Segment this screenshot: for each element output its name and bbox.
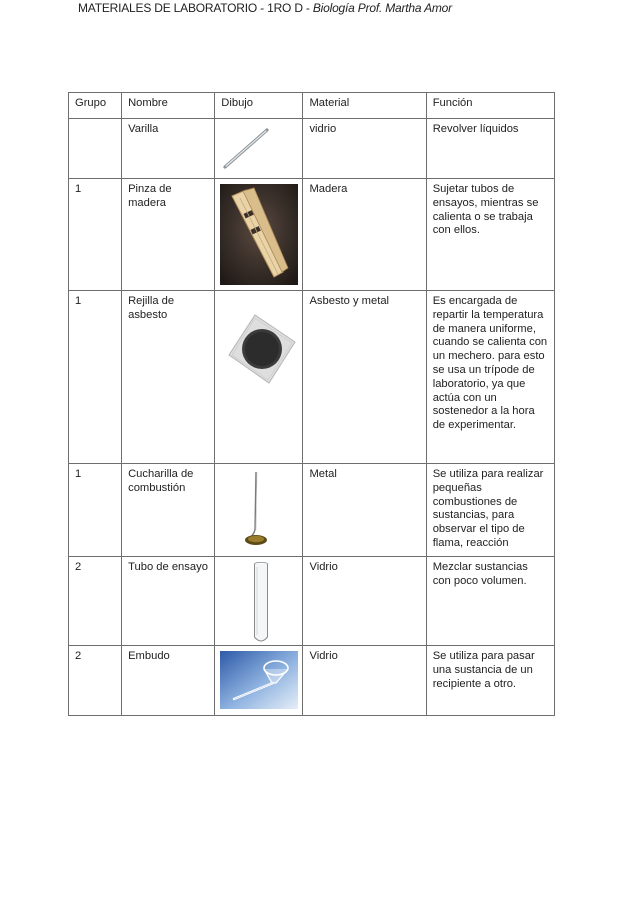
nombre-cell: Cucharilla de combustión (122, 464, 215, 557)
table-row (69, 179, 555, 291)
table-header-row (69, 93, 555, 119)
grupo-cell (69, 119, 122, 179)
dibujo-cell (215, 464, 303, 557)
page-header (78, 1, 452, 15)
funcion-cell: Se utiliza para pasar una sustancia de un recipiente a otro. (426, 646, 554, 716)
glass-rod-icon (215, 119, 303, 179)
nombre-cell: Rejilla de asbesto (122, 291, 215, 464)
header-subject: Biología Prof. Martha Amor (312, 1, 452, 15)
dibujo-cell (215, 179, 303, 291)
grupo-cell: 1 (69, 464, 122, 557)
funnel-icon (220, 651, 298, 709)
funcion-cell: Es encargada de repartir la temperatura de manera uniforme, cuando se calienta con un mechero. para esto se usa un trípode de laboratorio, ya que actúa con un sostenedor a la hora de experimentar. (426, 291, 554, 464)
dibujo-cell (215, 119, 303, 179)
nombre-cell: Pinza de madera (122, 179, 215, 291)
header-title: MATERIALES DE LABORATORIO - 1RO D - (78, 1, 313, 15)
materials-table (68, 92, 555, 716)
column-header-grupo: Grupo (69, 93, 122, 119)
column-header-nombre: Nombre (122, 93, 215, 119)
funcion-cell: Sujetar tubos de ensayos, mientras se calienta o se trabaja con ellos. (426, 179, 554, 291)
nombre-cell: Varilla (122, 119, 215, 179)
table-row (69, 291, 555, 464)
material-cell: Metal (303, 464, 426, 557)
funcion-cell: Revolver líquidos (426, 119, 554, 179)
column-header-material: Material (303, 93, 426, 119)
dibujo-cell (215, 646, 303, 716)
grupo-cell: 1 (69, 179, 122, 291)
grupo-cell: 1 (69, 291, 122, 464)
material-cell: Asbesto y metal (303, 291, 426, 464)
wooden-clamp-icon (220, 184, 298, 285)
table-row (69, 646, 555, 716)
table-row (69, 464, 555, 557)
funcion-cell: Se utiliza para realizar pequeñas combustiones de sustancias, para observar el tipo de flama, reacción (426, 464, 554, 557)
material-cell: vidrio (303, 119, 426, 179)
column-header-funcion: Función (426, 93, 554, 119)
test-tube-icon (215, 557, 303, 646)
grupo-cell: 2 (69, 557, 122, 646)
combustion-spoon-icon (215, 464, 303, 557)
table-row (69, 557, 555, 646)
dibujo-cell (215, 557, 303, 646)
nombre-cell: Embudo (122, 646, 215, 716)
material-cell: Vidrio (303, 646, 426, 716)
material-cell: Madera (303, 179, 426, 291)
table-row (69, 119, 555, 179)
asbestos-mesh-icon (215, 291, 303, 464)
nombre-cell: Tubo de ensayo (122, 557, 215, 646)
grupo-cell: 2 (69, 646, 122, 716)
dibujo-cell (215, 291, 303, 464)
column-header-dibujo: Dibujo (215, 93, 303, 119)
material-cell: Vidrio (303, 557, 426, 646)
funcion-cell: Mezclar sustancias con poco volumen. (426, 557, 554, 646)
